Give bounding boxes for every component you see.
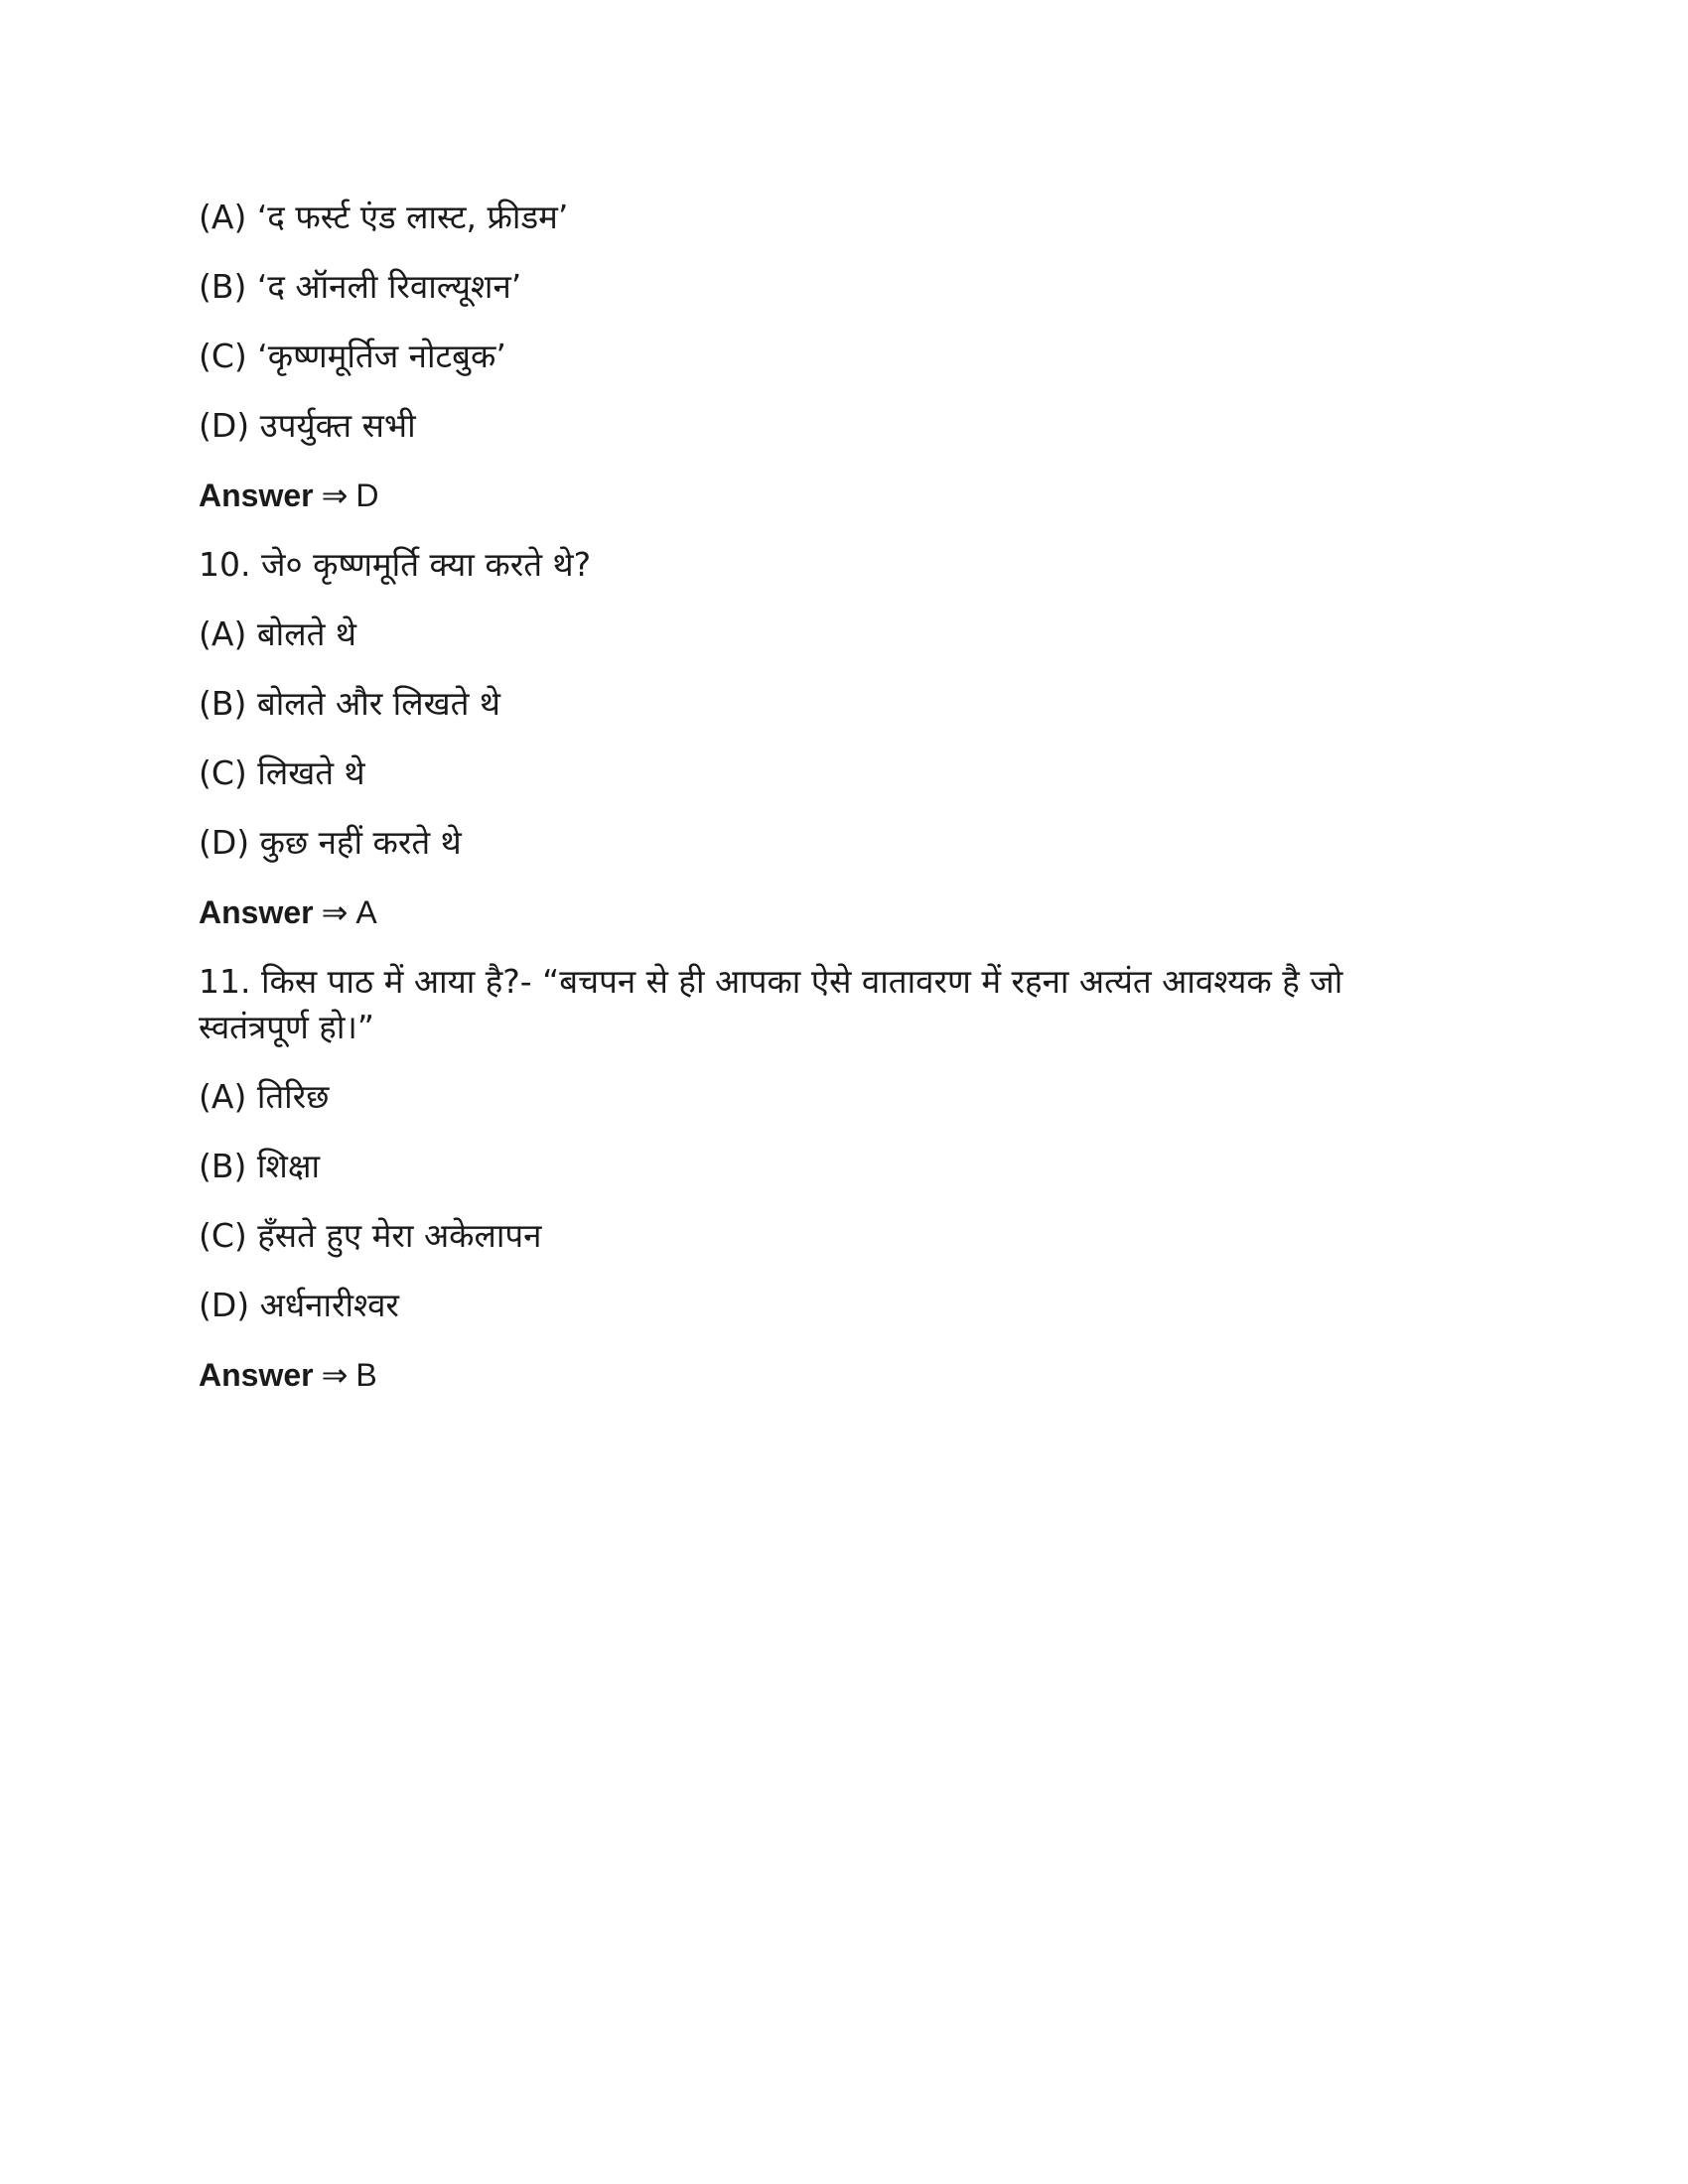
answer-arrow-icon: ⇒	[321, 893, 349, 931]
answer-label: Answer	[199, 894, 314, 930]
option-b: (B) ‘द ऑनली रिवाल्यूशन’	[199, 267, 522, 306]
option-a: (A) तिरिछ	[199, 1077, 330, 1116]
option-b: (B) शिक्षा	[199, 1147, 321, 1185]
answer-label: Answer	[199, 478, 314, 513]
answer-line	[199, 889, 1450, 935]
answer-line	[199, 1352, 1450, 1398]
page-content	[199, 195, 1450, 1422]
question-10: 10. जे० कृष्णमूर्ति क्या करते थे?	[199, 545, 592, 584]
option-d: (D) कुछ नहीं करते थे	[199, 823, 462, 862]
option-a: (A) ‘द फर्स्ट एंड लास्ट, फ्रीडम’	[199, 198, 569, 236]
answer-value: D	[355, 478, 379, 513]
answer-arrow-icon: ⇒	[321, 1356, 349, 1394]
option-d: (D) अर्धनारीश्वर	[199, 1286, 399, 1324]
answer-value: B	[355, 1357, 377, 1393]
answer-arrow-icon: ⇒	[321, 477, 349, 514]
answer-value: A	[355, 894, 377, 930]
option-a: (A) बोलते थे	[199, 614, 356, 653]
question-11: 11. किस पाठ में आया है?- “बचपन से ही आपका ऐसे वातावरण में रहना अत्यंत आवश्यक है जो स्वतंत्रपूर्ण हो।”	[199, 962, 1343, 1046]
option-b: (B) बोलते और लिखते थे	[199, 684, 500, 723]
answer-label: Answer	[199, 1357, 314, 1393]
option-d: (D) उपर्युक्त सभी	[199, 406, 416, 445]
option-c: (C) हँसते हुए मेरा अकेलापन	[199, 1216, 542, 1255]
option-c: (C) ‘कृष्णमूर्तिज नोटबुक’	[199, 337, 506, 375]
option-c: (C) लिखते थे	[199, 753, 365, 792]
answer-line	[199, 473, 1450, 518]
